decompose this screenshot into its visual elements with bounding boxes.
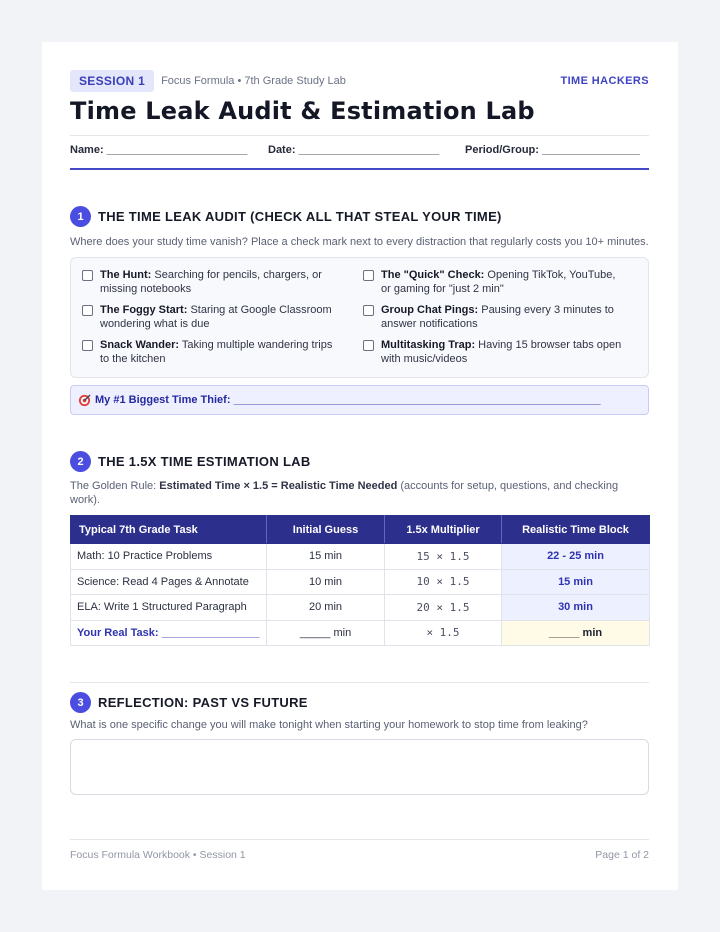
section-3-heading — [70, 692, 649, 713]
column-header: 1.5x Multiplier — [385, 516, 502, 544]
divider — [70, 135, 649, 136]
rule-prefix: The Golden Rule: — [70, 480, 160, 492]
item-label: Group Chat Pings: — [381, 304, 479, 316]
checklist-item[interactable] — [363, 268, 625, 296]
brand-label: TIME HACKERS — [560, 75, 649, 87]
table-row — [71, 544, 650, 570]
item-text: Having 15 browser tabs open with music/videos — [381, 339, 622, 365]
checklist-item[interactable] — [363, 338, 625, 366]
date-field: Date: _______________________ — [268, 144, 440, 156]
worksheet-page — [42, 42, 678, 890]
biggest-time-thief-field[interactable] — [70, 385, 649, 415]
checkbox[interactable] — [82, 270, 93, 281]
task-cell: ELA: Write 1 Structured Paragraph — [71, 595, 267, 621]
checklist-item[interactable] — [363, 303, 625, 331]
realistic-time-cell: 15 min — [502, 569, 650, 595]
task-cell: Science: Read 4 Pages & Annotate — [71, 569, 267, 595]
realistic-time-cell: 30 min — [502, 595, 650, 621]
section-number-badge: 3 — [70, 692, 91, 713]
checklist-item[interactable] — [82, 338, 344, 366]
checkbox[interactable] — [363, 270, 374, 281]
item-label: The "Quick" Check: — [381, 269, 485, 281]
divider — [70, 682, 649, 683]
task-cell: Math: 10 Practice Problems — [71, 544, 267, 570]
checklist-item[interactable] — [82, 303, 344, 331]
multiplier-cell: × 1.5 — [385, 620, 502, 646]
section-description: Where does your study time vanish? Place a check mark next to every distraction that regularly costs you 10+ minutes. — [70, 236, 649, 248]
multiplier-cell: 20 × 1.5 — [385, 595, 502, 621]
section-title: REFLECTION: PAST VS FUTURE — [98, 695, 308, 710]
initial-guess-cell: 20 min — [267, 595, 385, 621]
golden-rule — [70, 479, 649, 507]
accent-divider — [70, 168, 649, 170]
checklist-item[interactable] — [82, 268, 344, 296]
item-text: Pausing every 3 minutes to answer notifications — [381, 304, 614, 330]
real-guess-cell[interactable]: _____ min — [267, 620, 385, 646]
column-header: Initial Guess — [267, 516, 385, 544]
your-real-task-row — [71, 620, 650, 646]
session-badge: SESSION 1 — [70, 70, 154, 92]
page-title: Time Leak Audit & Estimation Lab — [70, 97, 535, 125]
page-footer — [70, 839, 649, 861]
footer-left: Focus Formula Workbook • Session 1 — [70, 849, 246, 861]
column-header: Typical 7th Grade Task — [71, 516, 267, 544]
multiplier-cell: 10 × 1.5 — [385, 569, 502, 595]
checkbox[interactable] — [82, 305, 93, 316]
multiplier-cell: 15 × 1.5 — [385, 544, 502, 570]
rule-suffix: (accounts for setup, questions, and checking work). — [70, 480, 619, 506]
section-title: THE 1.5X TIME ESTIMATION LAB — [98, 454, 311, 469]
period-field: Period/Group: ________________ — [465, 144, 640, 156]
breadcrumb: Focus Formula • 7th Grade Study Lab — [161, 75, 346, 87]
section-number-badge: 1 — [70, 206, 91, 227]
initial-guess-cell: 15 min — [267, 544, 385, 570]
section-2-heading — [70, 451, 649, 472]
item-label: The Hunt: — [100, 269, 152, 281]
real-task-cell[interactable]: Your Real Task: ________________ — [71, 620, 267, 646]
target-icon — [78, 394, 91, 407]
item-text: Taking multiple wandering trips to the kitchen — [100, 339, 333, 365]
reflection-answer-box[interactable] — [70, 739, 649, 795]
realistic-time-cell: 22 - 25 min — [502, 544, 650, 570]
section-title: THE TIME LEAK AUDIT (CHECK ALL THAT STEAL YOUR TIME) — [98, 209, 502, 224]
item-text: Staring at Google Classroom wondering what is due — [100, 304, 332, 330]
item-label: The Foggy Start: — [100, 304, 188, 316]
name-field: Name: _______________________ — [70, 144, 248, 156]
table-header-row — [71, 516, 650, 544]
section-1-heading — [70, 206, 649, 227]
header-row — [70, 70, 649, 92]
item-label: Snack Wander: — [100, 339, 180, 351]
checkbox[interactable] — [82, 340, 93, 351]
rule-formula: Estimated Time × 1.5 = Realistic Time Needed — [159, 480, 398, 492]
item-text: Searching for pencils, chargers, or missing notebooks — [100, 269, 322, 295]
column-header: Realistic Time Block — [502, 516, 650, 544]
real-time-block-cell[interactable]: _____ min — [502, 620, 650, 646]
table-row — [71, 595, 650, 621]
reflection-question: What is one specific change you will make tonight when starting your homework to stop time from leaking? — [70, 719, 588, 731]
student-info-fields — [70, 144, 649, 160]
item-text: Opening TikTok, YouTube, or gaming for "just 2 min" — [381, 269, 616, 295]
item-label: Multitasking Trap: — [381, 339, 476, 351]
checkbox[interactable] — [363, 305, 374, 316]
page-number: Page 1 of 2 — [595, 849, 649, 861]
section-number-badge: 2 — [70, 451, 91, 472]
time-leak-checklist — [70, 257, 649, 378]
checkbox[interactable] — [363, 340, 374, 351]
initial-guess-cell: 10 min — [267, 569, 385, 595]
estimation-table — [70, 515, 650, 646]
table-row — [71, 569, 650, 595]
thief-prompt: My #1 Biggest Time Thief: ____________________________________________________________ — [95, 394, 601, 406]
